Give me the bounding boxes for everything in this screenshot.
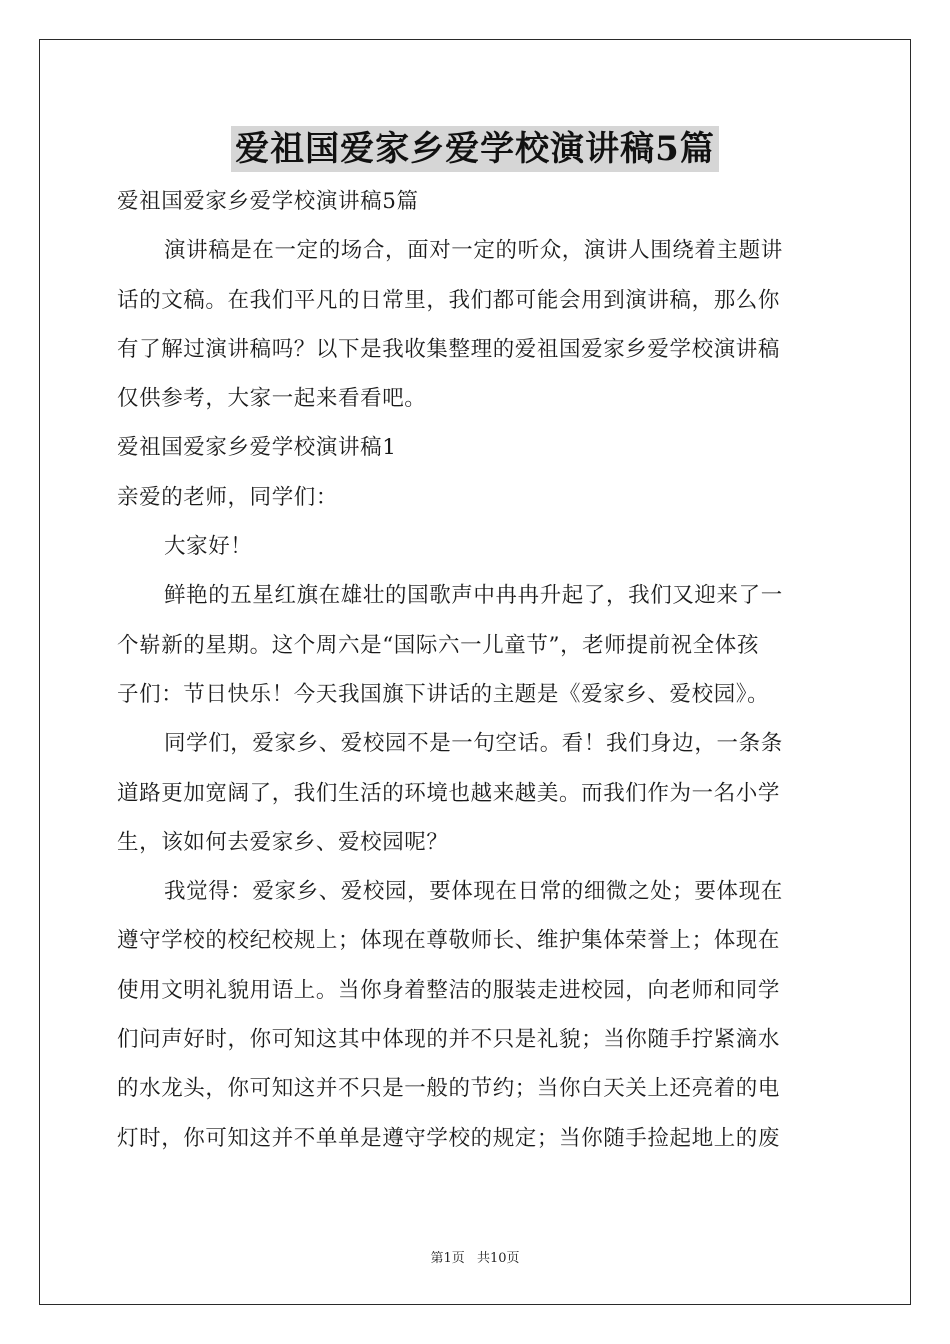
page-number: 第1页 <box>430 1251 465 1266</box>
paragraph-line: 遵守学校的校纪校规上；体现在尊敬师长、维护集体荣誉上；体现在 <box>117 928 781 954</box>
paragraph-line: 们问声好时，你可知这其中体现的并不只是礼貌；当你随手拧紧滴水 <box>117 1027 781 1053</box>
title-container <box>0 126 950 172</box>
paragraph-line: 同学们，爱家乡、爱校园不是一句空话。看！我们身边，一条条 <box>164 731 783 757</box>
document-body <box>117 177 833 1163</box>
paragraph-line: 灯时，你可知这并不单单是遵守学校的规定；当你随手捡起地上的废 <box>117 1125 781 1151</box>
paragraph-line: 子们：节日快乐！今天我国旗下讲话的主题是《爱家乡、爱校园》。 <box>117 681 770 707</box>
paragraph-line: 话的文稿。在我们平凡的日常里，我们都可能会用到演讲稿，那么你 <box>117 287 781 313</box>
page-footer <box>0 1247 950 1266</box>
greeting-line: 大家好！ <box>164 534 253 560</box>
subtitle-line: 爱祖国爱家乡爱学校演讲稿5篇 <box>117 189 419 214</box>
paragraph-line: 的水龙头，你可知这并不只是一般的节约；当你白天关上还亮着的电 <box>117 1076 781 1102</box>
salutation-line: 亲爱的老师，同学们： <box>117 484 339 510</box>
paragraph-line: 仅供参考，大家一起来看看吧。 <box>117 386 427 412</box>
paragraph-line: 个崭新的星期。这个周六是“国际六一儿童节”，老师提前祝全体孩 <box>117 632 759 658</box>
page-total: 共10页 <box>476 1251 520 1266</box>
section-heading: 爱祖国爱家乡爱学校演讲稿1 <box>117 435 397 461</box>
paragraph-line: 道路更加宽阔了，我们生活的环境也越来越美。而我们作为一名小学 <box>117 780 781 806</box>
document-title: 爱祖国爱家乡爱学校演讲稿5篇 <box>231 126 719 172</box>
paragraph-line: 鲜艳的五星红旗在雄壮的国歌声中冉冉升起了，我们又迎来了一 <box>164 583 783 609</box>
paragraph-line: 我觉得：爱家乡、爱校园，要体现在日常的细微之处；要体现在 <box>164 879 783 905</box>
paragraph-line: 演讲稿是在一定的场合，面对一定的听众，演讲人围绕着主题讲 <box>164 238 783 264</box>
paragraph-line: 使用文明礼貌用语上。当你身着整洁的服装走进校园，向老师和同学 <box>117 977 781 1003</box>
paragraph-line: 有了解过演讲稿吗？以下是我收集整理的爱祖国爱家乡爱学校演讲稿 <box>117 336 781 362</box>
paragraph-line: 生，该如何去爱家乡、爱校园呢？ <box>117 829 449 855</box>
